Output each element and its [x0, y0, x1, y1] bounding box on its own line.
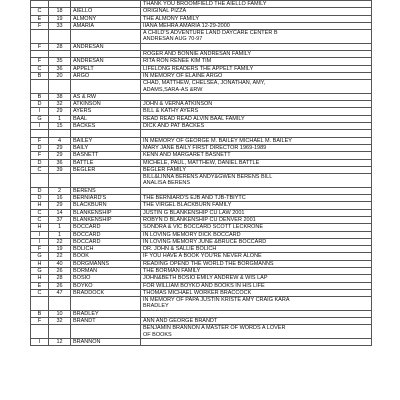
row-number: 19	[49, 15, 71, 22]
row-description	[141, 144, 372, 151]
row-letter: B	[31, 93, 49, 100]
row-letter: E	[31, 282, 49, 289]
row-number: 10	[49, 310, 71, 317]
row-name: BAILY	[71, 144, 141, 151]
table-row	[31, 115, 372, 122]
table-row	[31, 224, 372, 231]
description-line: READING OPEND THE WORLD THE BORGMANNS	[143, 260, 274, 267]
row-description	[141, 58, 372, 65]
row-name: ANDRESAN	[71, 58, 141, 65]
description-line: CHAD, MATTHEW, CHELSEA, JONATHAN, AMY,	[143, 80, 266, 87]
table-row	[31, 137, 372, 144]
table-row	[31, 22, 372, 29]
description-line: BENJAMIN BRANNON A MASTER OF WORDS A LOVER	[143, 325, 286, 332]
row-number: 26	[49, 267, 71, 274]
row-number: 36	[49, 65, 71, 72]
table-row	[31, 297, 372, 311]
table-row	[31, 275, 372, 282]
description-line: BILL & KATHY AYERS	[143, 108, 199, 115]
row-letter	[31, 174, 49, 188]
description-line: IIANA MEHRA AMARIA 12-29-2000	[143, 22, 230, 29]
row-number	[49, 51, 71, 58]
row-name: BORMAN	[71, 267, 141, 274]
row-name: BOSIO	[71, 275, 141, 282]
row-name: APPELT	[71, 65, 141, 72]
table-row	[31, 216, 372, 223]
row-letter: I	[31, 238, 49, 245]
table-body	[31, 1, 372, 346]
description-line: THE BERNIARD'S EJB AND TJB-TBIYTC	[143, 195, 246, 202]
table-row	[31, 108, 372, 115]
row-number: 28	[49, 43, 71, 50]
row-number: 32	[49, 318, 71, 325]
description-line: JOHN&BETH BOSIO EMILY ANDREW & WIS LAP	[143, 275, 268, 282]
row-description	[141, 246, 372, 253]
row-letter: D	[31, 195, 49, 202]
row-description	[141, 289, 372, 296]
table-row	[31, 338, 372, 345]
row-description	[141, 187, 372, 194]
row-name	[71, 297, 141, 311]
row-number	[49, 130, 71, 137]
row-number: 26	[49, 282, 71, 289]
row-number: 29	[49, 202, 71, 209]
table-row	[31, 43, 372, 50]
table-row	[31, 123, 372, 130]
row-number: 4	[49, 137, 71, 144]
description-line: FOR WILLIAM BOYKO AND BOOKS IN HIS LIFE	[143, 282, 265, 289]
row-letter: G	[31, 115, 49, 122]
row-name: BLANKENSHIP	[71, 209, 141, 216]
description-line: JUSTIN G BLANKENSHIP CU LAW 2001	[143, 209, 245, 216]
row-name: BRANDT	[71, 318, 141, 325]
table-row	[31, 1, 372, 8]
table-row	[31, 30, 372, 44]
row-number: 47	[49, 289, 71, 296]
row-letter: D	[31, 101, 49, 108]
description-line: DICK AND PAT BACKES	[143, 123, 205, 130]
row-name: BLACKBURN	[71, 202, 141, 209]
table-row	[31, 253, 372, 260]
description-line: ANN AND GEORGE BRANDT	[143, 318, 218, 325]
table-row	[31, 72, 372, 79]
row-letter: F	[31, 43, 49, 50]
row-number: 29	[49, 144, 71, 151]
description-line: THE ALMONY FAMILY	[143, 15, 200, 22]
row-letter	[31, 51, 49, 58]
row-description	[141, 123, 372, 130]
row-name: BOYKO	[71, 282, 141, 289]
row-name: BOCCARD	[71, 231, 141, 238]
table-row	[31, 202, 372, 209]
row-name: ANDRESAN	[71, 43, 141, 50]
row-name	[71, 30, 141, 44]
table-row	[31, 101, 372, 108]
row-name: ATKINSON	[71, 101, 141, 108]
row-description	[141, 65, 372, 72]
row-name: AMARIA	[71, 22, 141, 29]
row-description	[141, 1, 372, 8]
row-name: BRADLEY	[71, 310, 141, 317]
row-name: BERNIARD'S	[71, 195, 141, 202]
table-row	[31, 8, 372, 15]
row-description	[141, 260, 372, 267]
row-description	[141, 137, 372, 144]
row-description	[141, 166, 372, 173]
table-row	[31, 65, 372, 72]
row-name: BRADDOCK	[71, 289, 141, 296]
description-line: READ READ READ ALVIN BAAL FAMILY	[143, 115, 245, 122]
description-line: JOHN & VERNA ATKINSON	[143, 101, 213, 108]
row-letter: F	[31, 318, 49, 325]
table-row	[31, 209, 372, 216]
description-line: IF YOU HAVE A BOOK YOU'RE NEVER ALONE	[143, 253, 262, 260]
row-description	[141, 282, 372, 289]
row-description	[141, 80, 372, 94]
row-description	[141, 51, 372, 58]
row-number: 15	[49, 123, 71, 130]
row-name: BEGLER	[71, 166, 141, 173]
table-row	[31, 238, 372, 245]
row-number: 38	[49, 93, 71, 100]
row-name	[71, 51, 141, 58]
row-number: 12	[49, 338, 71, 345]
description-line: BILL&LINNA BERENS ANDY&GWEN BERENS BILL	[143, 174, 273, 181]
table-row	[31, 246, 372, 253]
row-description	[141, 195, 372, 202]
row-letter	[31, 325, 49, 339]
row-number: 22	[49, 253, 71, 260]
table-row	[31, 187, 372, 194]
row-number	[49, 1, 71, 8]
row-name: BORGMANNS	[71, 260, 141, 267]
row-description	[141, 224, 372, 231]
table-row	[31, 93, 372, 100]
row-description	[141, 108, 372, 115]
row-number	[49, 80, 71, 94]
table-row	[31, 166, 372, 173]
row-description	[141, 22, 372, 29]
row-name	[71, 174, 141, 188]
row-name: ARGO	[71, 72, 141, 79]
description-line: IN MEMORY OF ELAINE ARGO	[143, 72, 223, 79]
row-description	[141, 209, 372, 216]
row-name: BOCCARD	[71, 224, 141, 231]
row-letter: D	[31, 159, 49, 166]
row-name: BOOK	[71, 253, 141, 260]
row-letter	[31, 1, 49, 8]
row-number: 39	[49, 166, 71, 173]
table-row	[31, 80, 372, 94]
row-description	[141, 152, 372, 159]
row-letter: H	[31, 275, 49, 282]
row-description	[141, 202, 372, 209]
row-number: 32	[49, 101, 71, 108]
description-line	[143, 130, 369, 136]
row-number: 18	[49, 8, 71, 15]
row-name: BATTLE	[71, 159, 141, 166]
row-description	[141, 8, 372, 15]
description-line: ANALISA BERENS	[143, 180, 191, 187]
row-letter: F	[31, 22, 49, 29]
row-description	[141, 253, 372, 260]
row-number: 40	[49, 260, 71, 267]
row-name: AS & RW	[71, 93, 141, 100]
row-number: 1	[49, 231, 71, 238]
row-name	[71, 130, 141, 137]
table-row	[31, 260, 372, 267]
row-number: 28	[49, 275, 71, 282]
row-letter: C	[31, 209, 49, 216]
row-number: 36	[49, 159, 71, 166]
row-name: BLANKENSHIP	[71, 216, 141, 223]
row-description	[141, 43, 372, 50]
description-line: MARY JANE BAILY FIRST DIRECTOR 1969-1989	[143, 144, 267, 151]
row-description	[141, 267, 372, 274]
description-line: BRADLEY	[143, 303, 169, 310]
description-line: SONDRA & VIC BOCCARD SCOTT LECKRONE	[143, 224, 264, 231]
row-letter: F	[31, 246, 49, 253]
row-letter: D	[31, 144, 49, 151]
table-row	[31, 51, 372, 58]
row-letter: D	[31, 187, 49, 194]
row-description	[141, 297, 372, 311]
description-line: OF BOOKS	[143, 331, 172, 338]
table-row	[31, 130, 372, 137]
row-description	[141, 174, 372, 188]
table-row	[31, 58, 372, 65]
row-description	[141, 93, 372, 100]
description-line: KENN AND MARGARET BASNETT	[143, 152, 231, 159]
row-number: 37	[49, 216, 71, 223]
row-description	[141, 238, 372, 245]
row-number: 19	[49, 246, 71, 253]
row-number: 16	[49, 195, 71, 202]
row-letter: I	[31, 108, 49, 115]
row-number	[49, 174, 71, 188]
row-description	[141, 15, 372, 22]
row-description	[141, 159, 372, 166]
table-row	[31, 159, 372, 166]
row-letter: B	[31, 72, 49, 79]
row-description	[141, 231, 372, 238]
row-description	[141, 101, 372, 108]
row-letter: H	[31, 260, 49, 267]
row-description	[141, 275, 372, 282]
row-letter: E	[31, 15, 49, 22]
row-letter: G	[31, 253, 49, 260]
row-number	[49, 325, 71, 339]
row-letter: C	[31, 289, 49, 296]
row-name	[71, 325, 141, 339]
row-description	[141, 130, 372, 137]
row-number	[49, 297, 71, 311]
table-row	[31, 267, 372, 274]
row-letter: F	[31, 137, 49, 144]
table-row	[31, 195, 372, 202]
row-number: 2	[49, 187, 71, 194]
description-line: THE VIRGEL BLACKBURN FAMILY	[143, 202, 232, 209]
table-row	[31, 152, 372, 159]
row-description	[141, 72, 372, 79]
table-row	[31, 289, 372, 296]
description-line: A CHILD'S ADVENTURE LAND DAYCARE CENTER B	[143, 30, 278, 37]
row-name	[71, 1, 141, 8]
table-row	[31, 282, 372, 289]
description-line: ROGER AND BONNIE ANDRESAN FAMILY	[143, 51, 252, 58]
row-letter: H	[31, 224, 49, 231]
row-name: BASNETT	[71, 152, 141, 159]
table-row	[31, 231, 372, 238]
row-letter: B	[31, 310, 49, 317]
description-line: ORIGINAL PIZZA	[143, 8, 187, 15]
description-line: THE BORMAN FAMILY	[143, 267, 201, 274]
row-letter	[31, 130, 49, 137]
row-description	[141, 325, 372, 339]
row-name: BRANNON	[71, 338, 141, 345]
row-letter: I	[31, 231, 49, 238]
description-line: IN LOVING MEMORY JUNE &BRUCE BOCCARD	[143, 238, 267, 245]
description-line: ADAMS,SARA-AS &RW	[143, 86, 203, 93]
table-row	[31, 174, 372, 188]
row-name: BAILEY	[71, 137, 141, 144]
row-description	[141, 216, 372, 223]
row-letter: C	[31, 8, 49, 15]
table-row	[31, 310, 372, 317]
row-letter: G	[31, 267, 49, 274]
description-line: IN MEMORY OF PAPA JUSTIN KRISTE AMY CRAIG KARA	[143, 297, 290, 304]
row-letter: F	[31, 58, 49, 65]
row-number: 29	[49, 108, 71, 115]
row-number: 20	[49, 72, 71, 79]
table-row	[31, 15, 372, 22]
description-line: MICHELE, PAUL, MATTHEW, DANIEL BATTLE	[143, 159, 260, 166]
row-name: AYERS	[71, 108, 141, 115]
row-letter: C	[31, 216, 49, 223]
row-letter: F	[31, 152, 49, 159]
description-line: ANDRESAN AUG 70-97	[143, 36, 203, 43]
description-line: LIFELONG READERS THE APPELT FAMILY	[143, 65, 254, 72]
row-number: 29	[49, 152, 71, 159]
row-name: BACKES	[71, 123, 141, 130]
row-description	[141, 310, 372, 317]
row-name: BOLICH	[71, 246, 141, 253]
row-letter	[31, 80, 49, 94]
row-name: BERENS	[71, 187, 141, 194]
description-line: ROBYN D BLANKENSHIP CU DENVER 2001	[143, 216, 256, 223]
description-line: BEGLER FAMILY	[143, 166, 186, 173]
row-name: BAAL	[71, 115, 141, 122]
description-line: THOMAS MICHAEL WORKER BRACCOCK	[143, 289, 252, 296]
table-row	[31, 144, 372, 151]
table-row	[31, 325, 372, 339]
description-line: THANK YOU BROOMFIELD THE AIELLO FAMILY	[143, 1, 267, 7]
memorial-list-table	[30, 0, 372, 346]
row-description	[141, 338, 372, 345]
row-letter	[31, 297, 49, 311]
description-line: IN MEMORY OF GEORGE M. BAILEY MICHAEL M. BAILEY	[143, 137, 292, 144]
row-number: 22	[49, 238, 71, 245]
description-line: DR. JOHN & SALLIE BOLICH	[143, 246, 217, 253]
description-line: IN LOVING MEMORY DICK BOCCARD	[143, 231, 241, 238]
row-letter: C	[31, 65, 49, 72]
row-description	[141, 30, 372, 44]
row-name: ALMONY	[71, 15, 141, 22]
row-letter: I	[31, 123, 49, 130]
row-name: BOCCARD	[71, 238, 141, 245]
row-letter	[31, 30, 49, 44]
row-number: 35	[49, 58, 71, 65]
description-line: RITA RON RENEE KIM TIM	[143, 58, 212, 65]
row-number: 33	[49, 22, 71, 29]
table-row	[31, 318, 372, 325]
row-number: 14	[49, 209, 71, 216]
row-letter: H	[31, 202, 49, 209]
row-description	[141, 318, 372, 325]
row-letter: I	[31, 338, 49, 345]
row-name: AIELLO	[71, 8, 141, 15]
row-letter: C	[31, 166, 49, 173]
row-number: 1	[49, 224, 71, 231]
row-number: 1	[49, 115, 71, 122]
row-name	[71, 80, 141, 94]
row-number	[49, 30, 71, 44]
row-description	[141, 115, 372, 122]
